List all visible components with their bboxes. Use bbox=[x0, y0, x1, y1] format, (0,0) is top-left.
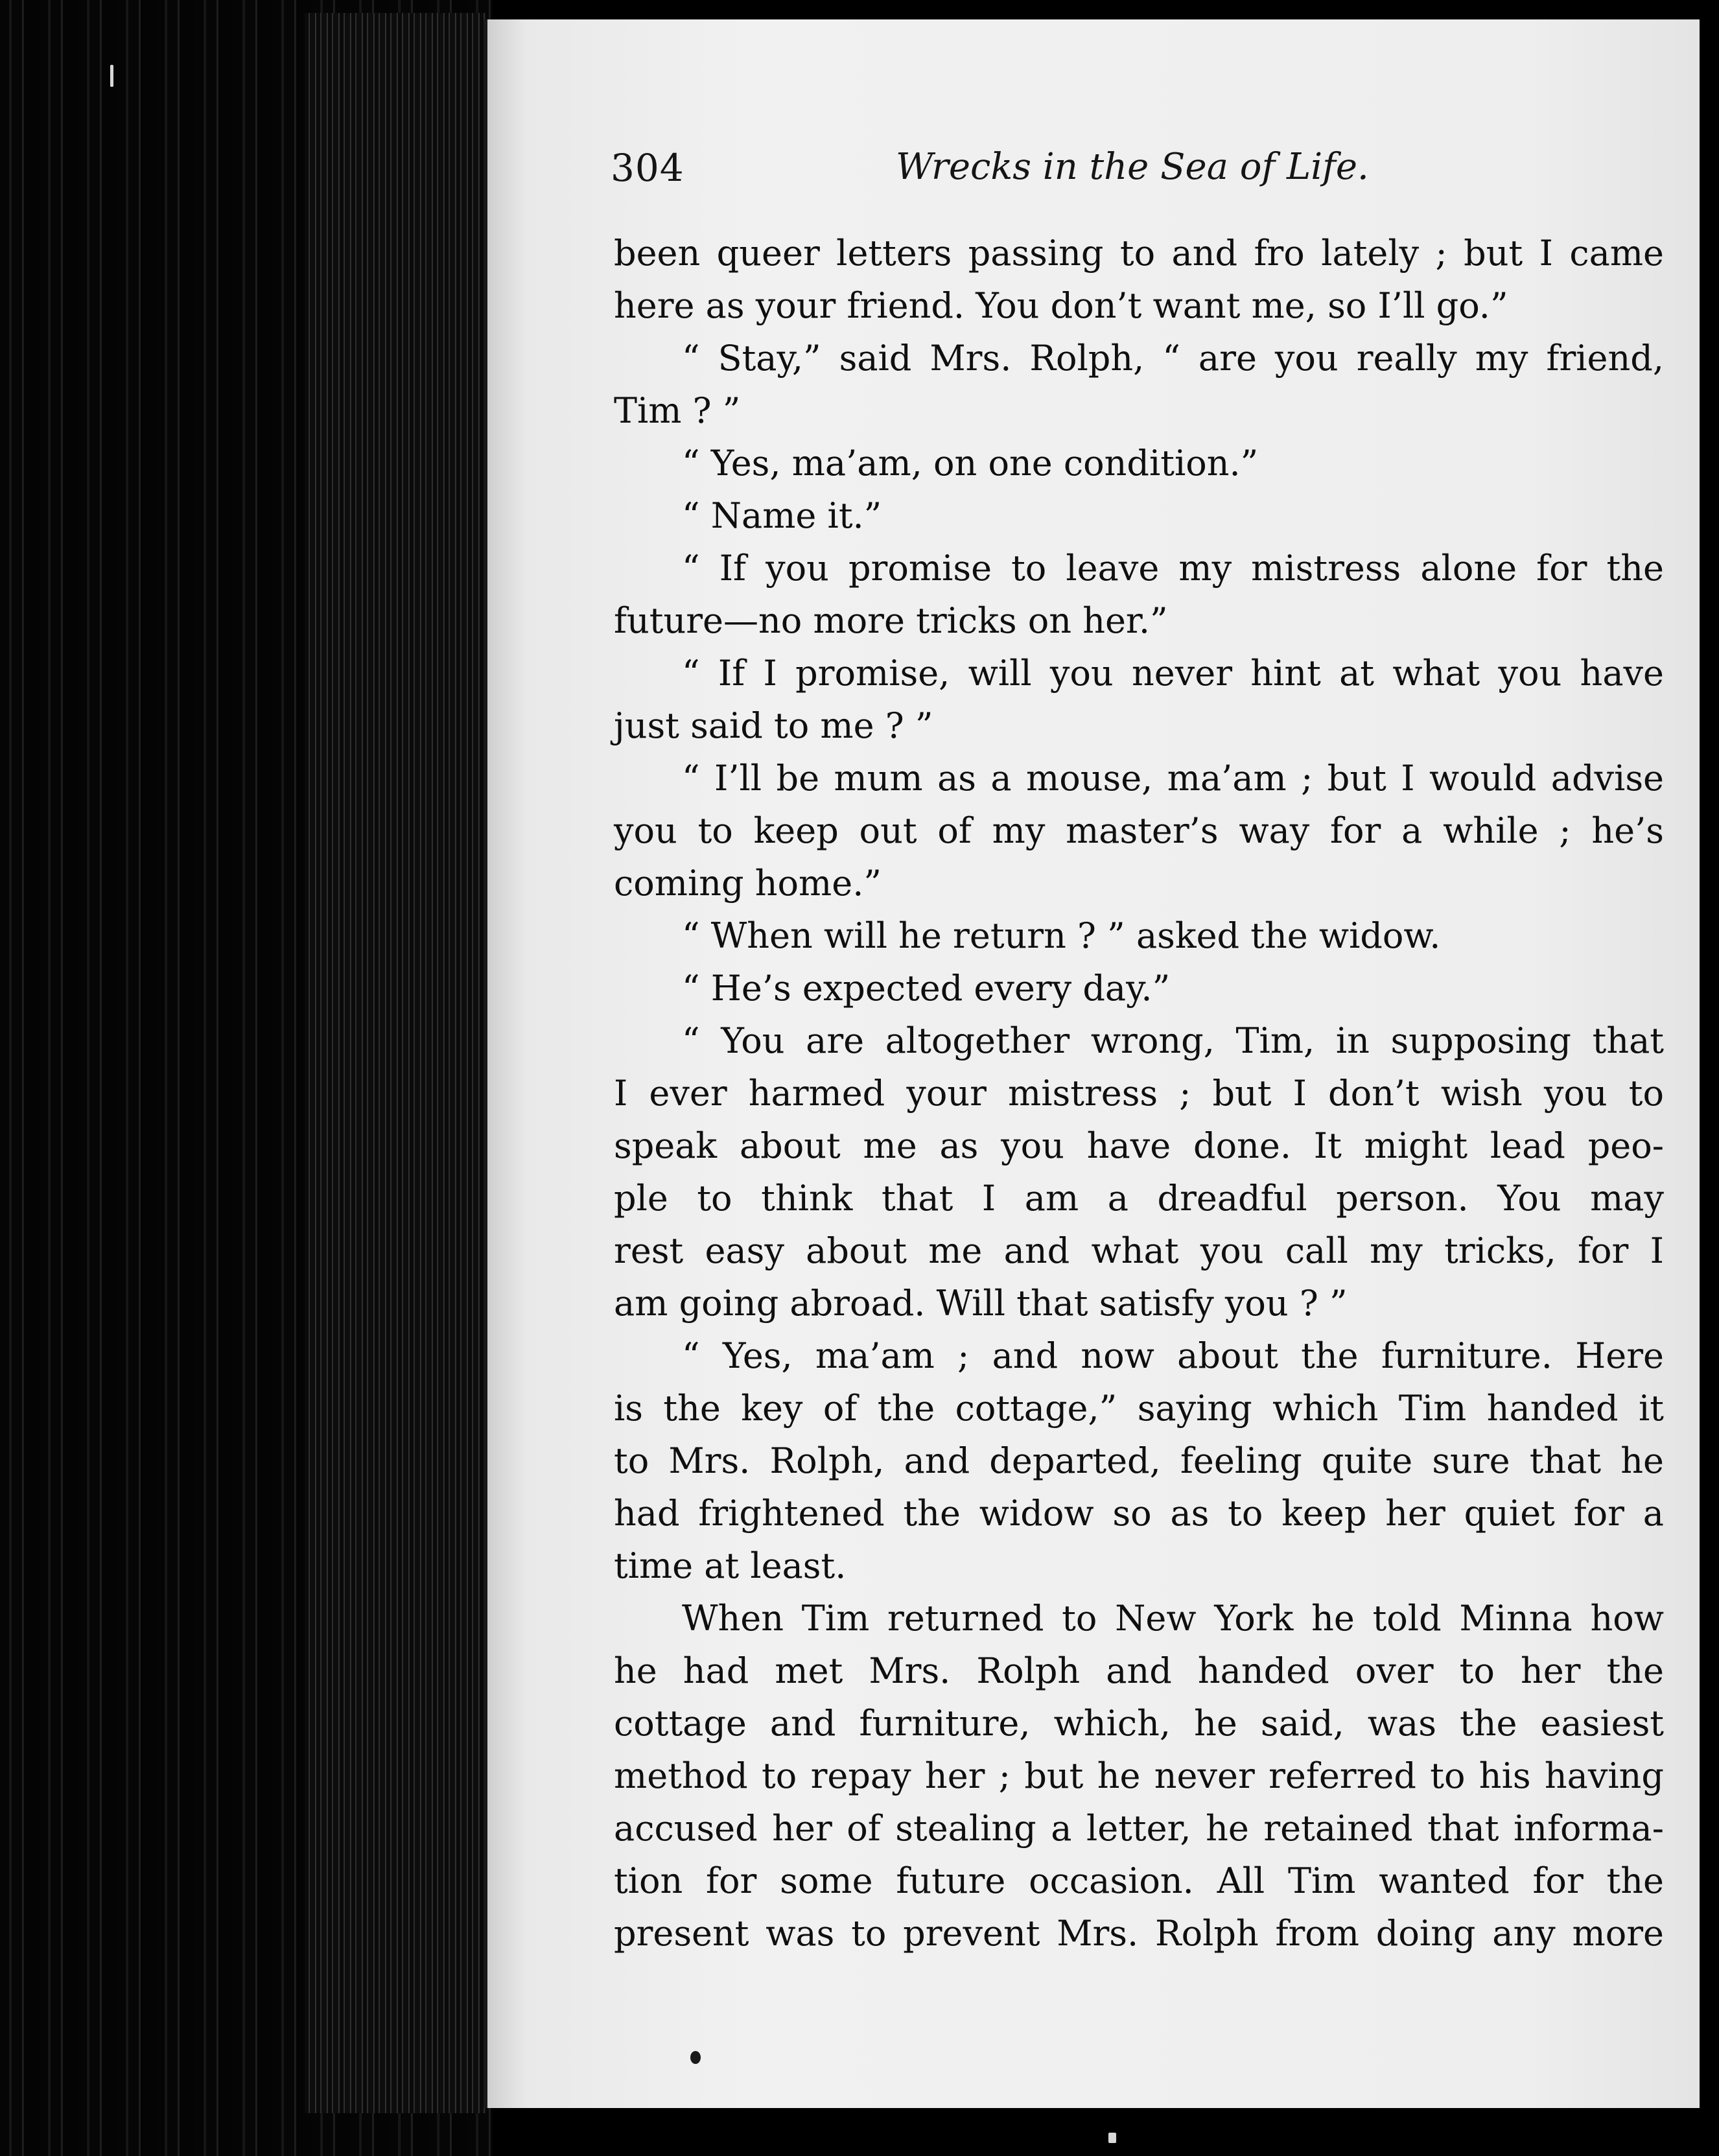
text-line: here as your friend. You don’t want me, so I’ll go.” bbox=[614, 285, 1508, 326]
page-stack-edges bbox=[305, 13, 486, 2113]
text-line: speak about me as you have done. It might lead peo- bbox=[614, 1125, 1664, 1166]
text-line: “ If I promise, will you never hint at what you have bbox=[682, 653, 1664, 694]
edge-fleck bbox=[110, 65, 113, 87]
text-line: to Mrs. Rolph, and departed, feeling quite sure that he bbox=[614, 1440, 1664, 1481]
text-line: present was to prevent Mrs. Rolph from doing any more bbox=[614, 1913, 1664, 1954]
text-line: been queer letters passing to and fro lately ; but I came bbox=[614, 233, 1664, 274]
edge-fleck bbox=[1108, 2133, 1116, 2143]
page-number: 304 bbox=[611, 146, 684, 190]
text-line: future—no more tricks on her.” bbox=[614, 600, 1168, 641]
text-line: you to keep out of my master’s way for a while ; he’s bbox=[614, 810, 1664, 851]
body-text bbox=[614, 227, 1664, 1960]
text-line: just said to me ? ” bbox=[614, 705, 933, 746]
text-line: “ He’s expected every day.” bbox=[682, 968, 1171, 1009]
text-line: When Tim returned to New York he told Minna how bbox=[682, 1598, 1664, 1639]
text-line: rest easy about me and what you call my tricks, for I bbox=[614, 1230, 1664, 1271]
ink-speck bbox=[690, 2051, 701, 2064]
running-title: Wrecks in the Sea of Life. bbox=[896, 146, 1369, 188]
book-page bbox=[484, 19, 1700, 2108]
text-line: “ Yes, ma’am ; and now about the furniture. Here bbox=[682, 1335, 1664, 1376]
text-line: “ Stay,” said Mrs. Rolph, “ are you really my friend, bbox=[682, 338, 1664, 379]
text-line: had frightened the widow so as to keep her quiet for a bbox=[614, 1493, 1664, 1534]
text-line: ple to think that I am a dreadful person. You may bbox=[614, 1178, 1664, 1219]
text-line: he had met Mrs. Rolph and handed over to her the bbox=[614, 1650, 1664, 1691]
text-line: Tim ? ” bbox=[614, 390, 741, 431]
text-line: cottage and furniture, which, he said, was the easiest bbox=[614, 1703, 1664, 1744]
text-line: coming home.” bbox=[614, 863, 882, 904]
text-line: “ When will he return ? ” asked the widow. bbox=[682, 915, 1441, 956]
text-line: “ I’ll be mum as a mouse, ma’am ; but I would advise bbox=[682, 758, 1664, 799]
text-line: tion for some future occasion. All Tim wanted for the bbox=[614, 1860, 1664, 1901]
text-line: time at least. bbox=[614, 1545, 847, 1586]
page-header bbox=[611, 133, 1661, 204]
text-line: am going abroad. Will that satisfy you ? ” bbox=[614, 1283, 1348, 1324]
text-line: “ Name it.” bbox=[682, 495, 882, 536]
text-line: “ Yes, ma’am, on one condition.” bbox=[682, 443, 1259, 484]
text-line: accused her of stealing a letter, he retained that informa- bbox=[614, 1808, 1664, 1849]
text-line: method to repay her ; but he never referred to his having bbox=[614, 1755, 1664, 1796]
text-line: “ You are altogether wrong, Tim, in supposing that bbox=[682, 1020, 1664, 1061]
text-line: “ If you promise to leave my mistress alone for the bbox=[682, 548, 1664, 589]
text-line: is the key of the cottage,” saying which Tim handed it bbox=[614, 1388, 1664, 1429]
text-line: I ever harmed your mistress ; but I don’t wish you to bbox=[614, 1073, 1664, 1114]
